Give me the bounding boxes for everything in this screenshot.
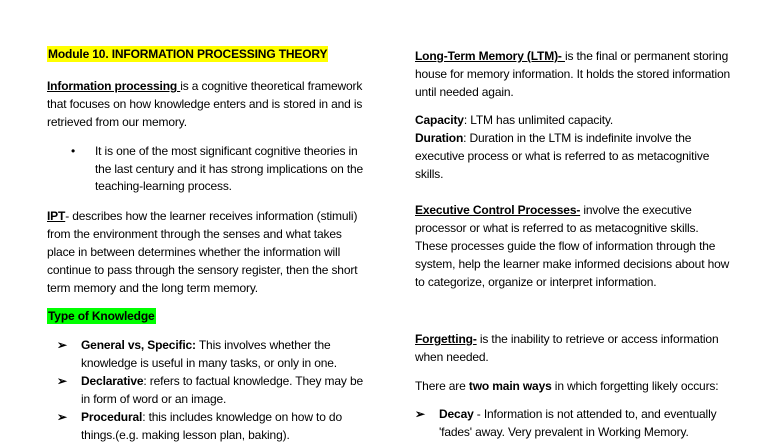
bullet-dot-icon: • (71, 144, 76, 158)
duration-line-1: Duration: Duration in the LTM is indefinite involve the (415, 131, 692, 145)
knowledge-item: ➢ Declarative: refers to factual knowledge. They may be in form of word or an image. (57, 373, 363, 408)
duration-line-2: executive process or what is referred to as metacognitive (415, 149, 710, 163)
info-processing-line-1: Information processing is a cognitive theoretical framework (47, 79, 363, 93)
decay-item: ➢ Decay - Information is not attended to, and eventually 'fades' away. Very prevalent in Working Memory. (415, 406, 716, 441)
exec-term: Executive Control Processes- (415, 203, 581, 217)
ipt-line-1: IPT- describes how the learner receives information (stimuli) (47, 209, 358, 223)
ipt-line-5: term memory and the long term memory. (47, 281, 258, 295)
arrow-bullet-icon: ➢ (57, 374, 68, 388)
ipt-line-2: from the environment through the senses and what takes (47, 227, 342, 241)
forget-line-1: Forgetting- is the inability to retrieve or access information (415, 332, 719, 346)
knowledge-heading-line (47, 308, 156, 326)
ipt-line-3: place in between determines whether the information will (47, 245, 341, 259)
capacity-term: Capacity (415, 113, 464, 127)
info-processing-line-3: retrieved from our memory. (47, 115, 187, 129)
exec-line-4: system, help the learner make informed decisions about how (415, 257, 730, 271)
ipt-line-4: continue to pass through the sensory register, then the short (47, 263, 358, 277)
arrow-bullet-icon: ➢ (415, 407, 426, 421)
knowledge-item: ➢ General vs, Specific: This involves whether the knowledge is useful in many tasks, or only in one. (57, 337, 337, 372)
ltm-line-1: Long-Term Memory (LTM)- is the final or permanent storing (415, 49, 729, 63)
ltm-term: Long-Term Memory (LTM)- (415, 49, 565, 63)
info-processing-line-2: that focuses on how knowledge enters and is stored in and is (47, 97, 363, 111)
arrow-bullet-icon: ➢ (57, 338, 68, 352)
duration-line-3: skills. (415, 167, 444, 181)
ltm-line-2: house for memory information. It holds the stored information (415, 67, 731, 81)
bullet-item: • It is one of the most significant cognitive theories in the last century and it has strong implications on the teaching-learning process. (71, 143, 363, 196)
module-title: Module 10. INFORMATION PROCESSING THEORY (48, 47, 328, 61)
duration-term: Duration (415, 131, 464, 145)
exec-line-5: to categorize, organize or interpret information. (415, 275, 657, 289)
forget-term: Forgetting- (415, 332, 477, 346)
forget-line-2: when needed. (415, 350, 489, 364)
exec-line-2: processor or what is referred to as metacognitive skills. (415, 221, 699, 235)
ltm-line-3: until needed again. (415, 85, 514, 99)
ways-line: There are two main ways in which forgetting likely occurs: (415, 379, 719, 393)
info-processing-term: Information processing (47, 79, 181, 93)
module-title-line (47, 46, 328, 64)
capacity-line: Capacity: LTM has unlimited capacity. (415, 113, 614, 127)
knowledge-heading: Type of Knowledge (48, 309, 155, 323)
decay-term: Decay (439, 407, 474, 421)
exec-line-1: Executive Control Processes- involve the executive (415, 203, 692, 217)
exec-line-3: These processes guide the flow of information through the (415, 239, 716, 253)
knowledge-item: ➢ Procedural: this includes knowledge on how to do things.(e.g. making lesson plan, baking). (57, 409, 342, 444)
ipt-term: IPT (47, 209, 66, 223)
arrow-bullet-icon: ➢ (57, 410, 68, 424)
